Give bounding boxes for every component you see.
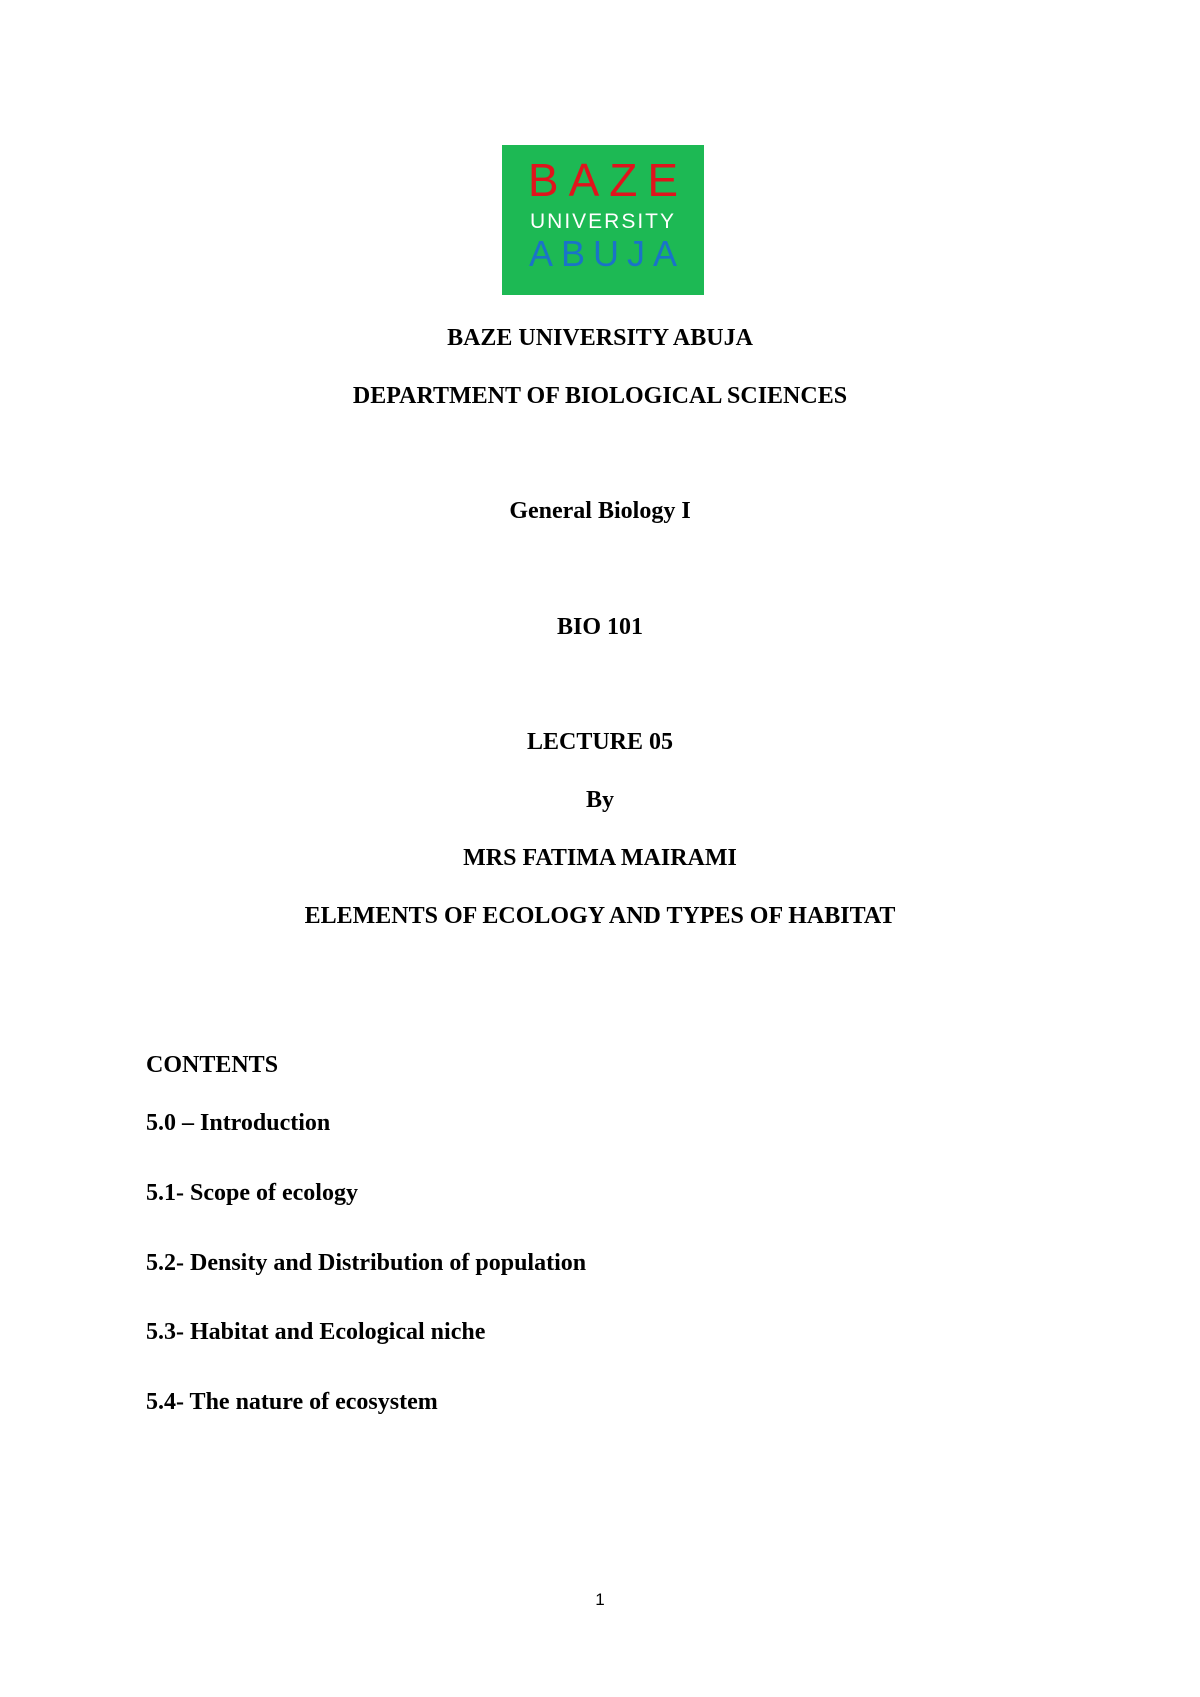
lecture-number: LECTURE 05 (526, 729, 674, 755)
logo-text-baze: BAZE (527, 154, 689, 206)
page-number: 1 (595, 1590, 605, 1609)
lecturer-name: MRS FATIMA MAIRAMI (463, 845, 737, 871)
lecture-topic: ELEMENTS OF ECOLOGY AND TYPES OF HABITAT (304, 903, 896, 929)
contents-item: 5.1- Scope of ecology (146, 1180, 358, 1206)
university-name: BAZE UNIVERSITY ABUJA (447, 325, 753, 351)
university-logo (502, 145, 704, 295)
course-title: General Biology I (509, 498, 691, 524)
contents-item: 5.0 – Introduction (146, 1110, 331, 1136)
contents-heading: CONTENTS (146, 1052, 279, 1078)
course-code: BIO 101 (556, 614, 643, 640)
by-label: By (585, 787, 614, 813)
logo-text-university: UNIVERSITY (529, 210, 677, 233)
contents-item: 5.2- Density and Distribution of population (146, 1250, 587, 1276)
contents-item: 5.3- Habitat and Ecological niche (146, 1319, 486, 1345)
logo-text-abuja: ABUJA (528, 233, 686, 274)
contents-item: 5.4- The nature of ecosystem (146, 1389, 438, 1415)
department-name: DEPARTMENT OF BIOLOGICAL SCIENCES (352, 383, 848, 409)
